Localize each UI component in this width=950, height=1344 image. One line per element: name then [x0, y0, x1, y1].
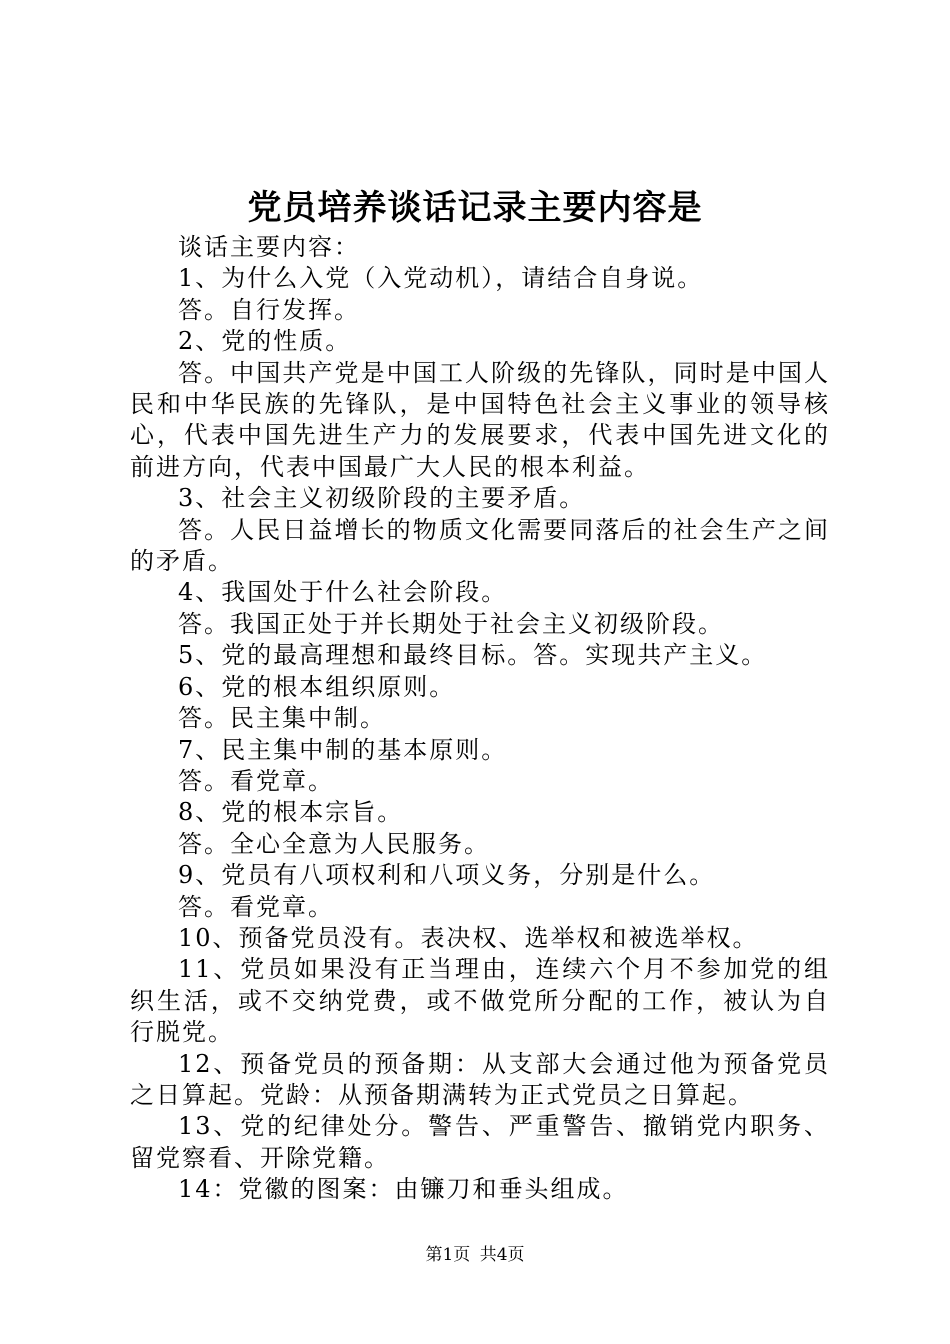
paragraph: 1、为什么入党（入党动机），请结合自身说。 — [178, 264, 704, 293]
paragraph: 9、党员有八项权利和八项义务，分别是什么。 — [178, 861, 716, 890]
page-number: 第1页 — [425, 1245, 471, 1265]
paragraph: 5、党的最高理想和最终目标。答。实现共产主义。 — [178, 641, 768, 670]
paragraph: 7、民主集中制的基本原则。 — [178, 735, 508, 764]
paragraph: 答。我国正处于并长期处于社会主义初级阶段。 — [178, 609, 724, 638]
page-total: 共4页 — [479, 1245, 525, 1265]
paragraph: 3、社会主义初级阶段的主要矛盾。 — [178, 484, 586, 513]
paragraph: 12、预备党员的预备期：从支部大会通过他为预备党员之日算起。党龄：从预备期满转为正式党员之日算起。 — [130, 1049, 830, 1109]
document-title: 党员培养谈话记录主要内容是 — [247, 188, 703, 228]
paragraph: 4、我国处于什么社会阶段。 — [178, 578, 508, 607]
paragraph: 谈话主要内容： — [178, 233, 360, 261]
paragraph: 答。人民日益增长的物质文化需要同落后的社会生产之间的矛盾。 — [130, 515, 830, 576]
paragraph: 8、党的根本宗旨。 — [178, 798, 404, 827]
paragraph: 11、党员如果没有正当理由，连续六个月不参加党的组织生活，或不交纳党费，或不做党所分配的工作，被认为自行脱党。 — [130, 955, 830, 1047]
paragraph: 答。看党章。 — [178, 766, 334, 795]
paragraph: 答。民主集中制。 — [178, 704, 386, 733]
paragraph: 13、党的纪律处分。警告、严重警告、撤销党内职务、留党察看、开除党籍。 — [130, 1112, 830, 1172]
paragraph: 答。看党章。 — [178, 892, 334, 921]
paragraph: 2、党的性质。 — [178, 327, 352, 356]
paragraph: 14：党徽的图案：由镰刀和垂头组成。 — [178, 1175, 629, 1204]
page-footer — [0, 1243, 950, 1267]
paragraph: 答。中国共产党是中国工人阶级的先锋队，同时是中国人民和中华民族的先锋队，是中国特色社会主义事业的领导核心，代表中国先进生产力的发展要求，代表中国先进文化的前进方向，代表中国最广大人民的根本利益。 — [130, 358, 830, 481]
document-body — [130, 232, 830, 1206]
paragraph: 10、预备党员没有。表决权、选举权和被选举权。 — [178, 923, 759, 952]
paragraph: 答。自行发挥。 — [178, 295, 360, 324]
paragraph: 答。全心全意为人民服务。 — [178, 829, 490, 858]
paragraph: 6、党的根本组织原则。 — [178, 672, 456, 701]
